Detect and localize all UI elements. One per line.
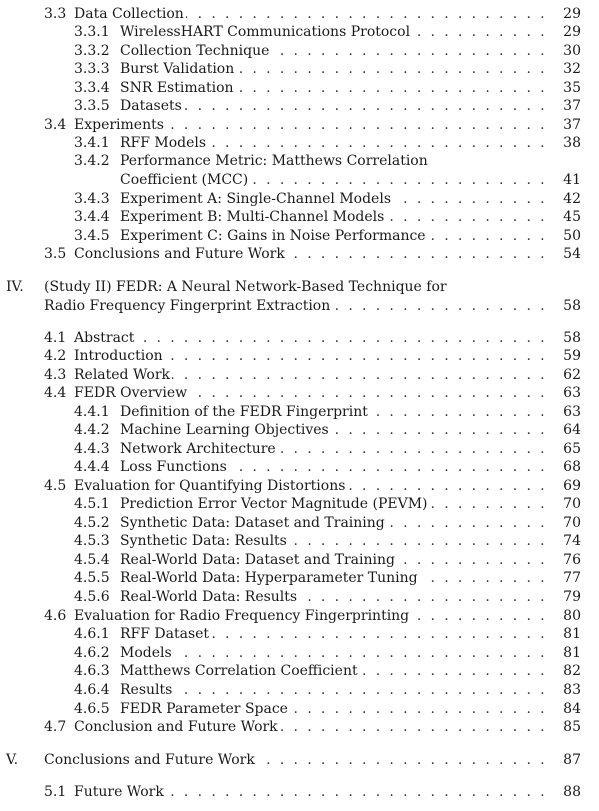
toc-entry-page-number: 69 <box>545 477 581 495</box>
toc-entry-number: 3.3 <box>44 6 67 22</box>
toc-entry-subsection[interactable] <box>0 42 599 60</box>
toc-entry-page-number: 81 <box>545 644 581 662</box>
toc-entry-number: 4.6.5 <box>74 701 110 717</box>
toc-entry-number: 4.6.1 <box>74 626 110 642</box>
toc-entry-subsection[interactable] <box>0 23 599 41</box>
toc-entry-page-number: 64 <box>545 421 581 439</box>
toc-entry-page-number: 32 <box>545 60 581 78</box>
toc-entry-number: 3.4.1 <box>74 135 110 151</box>
toc-entry-page-number: 85 <box>545 718 581 736</box>
toc-entry-page-number: 80 <box>545 607 581 625</box>
toc-entry-number: 4.5.4 <box>74 552 110 568</box>
toc-entry-subsection[interactable] <box>0 440 599 458</box>
toc-entry-title: Conclusions and Future Work <box>44 752 255 768</box>
toc-entry-page-number: 63 <box>545 403 581 421</box>
toc-entry-section[interactable] <box>0 384 599 402</box>
toc-entry-page-number: 68 <box>545 458 581 476</box>
toc-entry-section[interactable] <box>0 116 599 134</box>
toc-entry-page-number: 79 <box>545 588 581 606</box>
toc-entry-number: 4.4 <box>44 385 67 401</box>
toc-entry-number: 4.6.3 <box>74 663 110 679</box>
toc-entry-subsection[interactable] <box>0 514 599 532</box>
toc-entry-number: 3.3.3 <box>74 61 110 77</box>
toc-entry-title: Burst Validation <box>120 61 235 77</box>
toc-entry-title: Definition of the FEDR Fingerprint <box>120 404 368 420</box>
toc-entry-page-number: 70 <box>545 495 581 513</box>
toc-entry-number: 4.4.2 <box>74 422 110 438</box>
dot-leader <box>120 681 547 699</box>
toc-entry-title: Experiment C: Gains in Noise Performance <box>120 228 426 244</box>
toc-entry-page-number: 87 <box>545 751 581 769</box>
toc-entry-section[interactable] <box>0 607 599 625</box>
toc-entry-title: Collection Technique <box>120 43 270 59</box>
toc-entry-title: Synthetic Data: Results <box>120 533 287 549</box>
toc-entry-title: FEDR Overview <box>74 385 188 401</box>
toc-entry-subsection[interactable] <box>0 60 599 78</box>
toc-entry-number: 3.3.1 <box>74 24 110 40</box>
toc-entry-subsection[interactable] <box>0 403 599 421</box>
toc-entry-title: Experiments <box>74 117 164 133</box>
toc-entry-number: 3.3.2 <box>74 43 110 59</box>
toc-entry-number: 4.6.2 <box>74 645 110 661</box>
dot-leader <box>74 329 547 347</box>
toc-entry-page-number: 77 <box>545 569 581 587</box>
toc-entry-number: 4.5.6 <box>74 589 110 605</box>
toc-entry-title: Evaluation for Radio Frequency Fingerprinting <box>74 608 410 624</box>
toc-entry-title: Introduction <box>74 348 163 364</box>
toc-entry-number: 4.5.2 <box>74 515 110 531</box>
toc-entry-page-number: 29 <box>545 23 581 41</box>
toc-entry-number: 4.5 <box>44 478 67 494</box>
toc-entry-title: Future Work <box>74 784 164 800</box>
toc-entry-subsection[interactable] <box>0 79 599 97</box>
toc-entry-page-number <box>545 278 581 296</box>
toc-entry-subsection[interactable] <box>0 190 599 208</box>
toc-entry-title: Coefficient (MCC) <box>120 172 249 188</box>
toc-entry-page-number: 74 <box>545 532 581 550</box>
toc-entry-page-number: 62 <box>545 366 581 384</box>
toc-entry-title: FEDR Parameter Space <box>120 701 288 717</box>
toc-entry-number: 3.4 <box>44 117 67 133</box>
toc-entry-subsection[interactable] <box>0 625 599 643</box>
dot-leader <box>120 644 547 662</box>
toc-entry-subsection[interactable] <box>0 458 599 476</box>
toc-entry-title: Radio Frequency Fingerprint Extraction <box>44 298 331 314</box>
toc-entry-section[interactable] <box>0 329 599 347</box>
toc-entry-number: IV. <box>6 279 24 295</box>
toc-entry-number: 3.4.5 <box>74 228 110 244</box>
toc-entry-page-number: 30 <box>545 42 581 60</box>
toc-entry-title: Datasets <box>120 98 182 114</box>
toc-entry-section[interactable] <box>0 718 599 736</box>
toc-entry-title: Loss Functions <box>120 459 227 475</box>
toc-entry-subsection[interactable] <box>0 681 599 699</box>
toc-entry-title: Models <box>120 645 172 661</box>
toc-entry-page-number: 37 <box>545 116 581 134</box>
toc-entry-number: 4.1 <box>44 330 67 346</box>
toc-entry-number: 3.4.3 <box>74 191 110 207</box>
toc-entry-subsection[interactable] <box>0 134 599 152</box>
toc-entry-page-number: 38 <box>545 134 581 152</box>
toc-entry-page-number: 81 <box>545 625 581 643</box>
toc-entry-page-number: 70 <box>545 514 581 532</box>
toc-entry-title: Network Architecture <box>120 441 276 457</box>
toc-entry-number: 4.7 <box>44 719 67 735</box>
toc-entry-section[interactable] <box>0 245 599 263</box>
toc-entry-title: Synthetic Data: Dataset and Training <box>120 515 385 531</box>
toc-entry-title: Prediction Error Vector Magnitude (PEVM) <box>120 496 428 512</box>
toc-entry-chapter[interactable] <box>0 751 599 769</box>
toc-entry-title: Experiment A: Single-Channel Models <box>120 191 391 207</box>
toc-entry-page-number: 58 <box>545 329 581 347</box>
toc-entry-page-number: 41 <box>545 171 581 189</box>
toc-entry-page-number: 88 <box>545 783 581 801</box>
toc-entry-title: Results <box>120 682 173 698</box>
toc-entry-title: Related Work <box>74 367 171 383</box>
toc-entry-subsection[interactable] <box>0 97 599 115</box>
toc-entry-title: Conclusions and Future Work <box>74 246 285 262</box>
toc-entry-title: Machine Learning Objectives <box>120 422 329 438</box>
toc-entry-subsection[interactable] <box>0 152 599 170</box>
toc-entry-title: Data Collection <box>74 6 184 22</box>
toc-entry-title: (Study II) FEDR: A Neural Network-Based Technique for <box>44 279 447 295</box>
toc-entry-title: Real-World Data: Dataset and Training <box>120 552 395 568</box>
toc-entry-title: Evaluation for Quantifying Distortions <box>74 478 346 494</box>
toc-entry-subsection[interactable] <box>0 495 599 513</box>
toc-entry-page-number: 84 <box>545 700 581 718</box>
toc-entry-subsection[interactable] <box>0 551 599 569</box>
toc-entry-section[interactable] <box>0 477 599 495</box>
toc-entry-title: Performance Metric: Matthews Correlation <box>120 153 428 169</box>
toc-entry-page-number: 37 <box>545 97 581 115</box>
toc-entry-title: Real-World Data: Results <box>120 589 298 605</box>
toc-entry-number: 4.6 <box>44 608 67 624</box>
toc-entry-title: Experiment B: Multi-Channel Models <box>120 209 385 225</box>
toc-entry-page-number: 42 <box>545 190 581 208</box>
toc-entry-page-number: 54 <box>545 245 581 263</box>
toc-entry-page-number: 82 <box>545 662 581 680</box>
toc-entry-subsection[interactable] <box>0 208 599 226</box>
toc-entry-subsection[interactable] <box>0 532 599 550</box>
toc-entry-subsection[interactable] <box>0 569 599 587</box>
toc-entry-subsection[interactable] <box>0 421 599 439</box>
toc-entry-title: Conclusion and Future Work <box>74 719 278 735</box>
toc-entry-title: RFF Models <box>120 135 207 151</box>
toc-entry-number: 5.1 <box>44 784 67 800</box>
toc-entry-page-number: 63 <box>545 384 581 402</box>
toc-entry-page-number: 76 <box>545 551 581 569</box>
toc-entry-page-number: 65 <box>545 440 581 458</box>
toc-entry-page-number: 29 <box>545 5 581 23</box>
toc-entry-title: RFF Dataset <box>120 626 210 642</box>
toc-entry-number: 3.3.4 <box>74 80 110 96</box>
toc-entry-subsection-cont[interactable] <box>0 171 599 189</box>
toc-entry-section[interactable] <box>0 366 599 384</box>
toc-entry-subsection[interactable] <box>0 700 599 718</box>
toc-entry-section[interactable] <box>0 783 599 801</box>
toc-entry-title: SNR Estimation <box>120 80 234 96</box>
toc-entry-page-number: 50 <box>545 227 581 245</box>
toc-entry-number: 4.2 <box>44 348 67 364</box>
toc-entry-title: WirelessHART Communications Protocol <box>120 24 411 40</box>
toc-entry-page-number: 58 <box>545 297 581 315</box>
toc-entry-title: Matthews Correlation Coefficient <box>120 663 358 679</box>
toc-entry-page-number <box>545 152 581 170</box>
toc-entry-subsection[interactable] <box>0 588 599 606</box>
toc-entry-chapter-cont[interactable] <box>0 297 599 315</box>
dot-leader <box>120 97 547 115</box>
toc-entry-subsection[interactable] <box>0 662 599 680</box>
toc-entry-number: 4.5.5 <box>74 570 110 586</box>
toc-entry-page-number: 45 <box>545 208 581 226</box>
toc-entry-number: 3.3.5 <box>74 98 110 114</box>
toc-entry-number: 3.4.2 <box>74 153 110 169</box>
toc-entry-number: 4.4.3 <box>74 441 110 457</box>
toc-entry-number: V. <box>6 752 19 768</box>
toc-entry-number: 4.6.4 <box>74 682 110 698</box>
toc-entry-section[interactable] <box>0 5 599 23</box>
toc-entry-number: 4.5.3 <box>74 533 110 549</box>
toc-entry-page-number: 59 <box>545 347 581 365</box>
toc-entry-subsection[interactable] <box>0 227 599 245</box>
toc-entry-number: 4.5.1 <box>74 496 110 512</box>
toc-entry-page-number: 35 <box>545 79 581 97</box>
toc-entry-number: 4.4.4 <box>74 459 110 475</box>
toc-entry-subsection[interactable] <box>0 644 599 662</box>
toc-entry-page-number: 83 <box>545 681 581 699</box>
toc-entry-number: 3.4.4 <box>74 209 110 225</box>
toc-entry-number: 3.5 <box>44 246 67 262</box>
toc-entry-number: 4.3 <box>44 367 67 383</box>
toc-entry-number: 4.4.1 <box>74 404 110 420</box>
toc-entry-title: Real-World Data: Hyperparameter Tuning <box>120 570 418 586</box>
toc-entry-chapter[interactable] <box>0 278 599 296</box>
toc-entry-title: Abstract <box>74 330 135 346</box>
toc-entry-section[interactable] <box>0 347 599 365</box>
